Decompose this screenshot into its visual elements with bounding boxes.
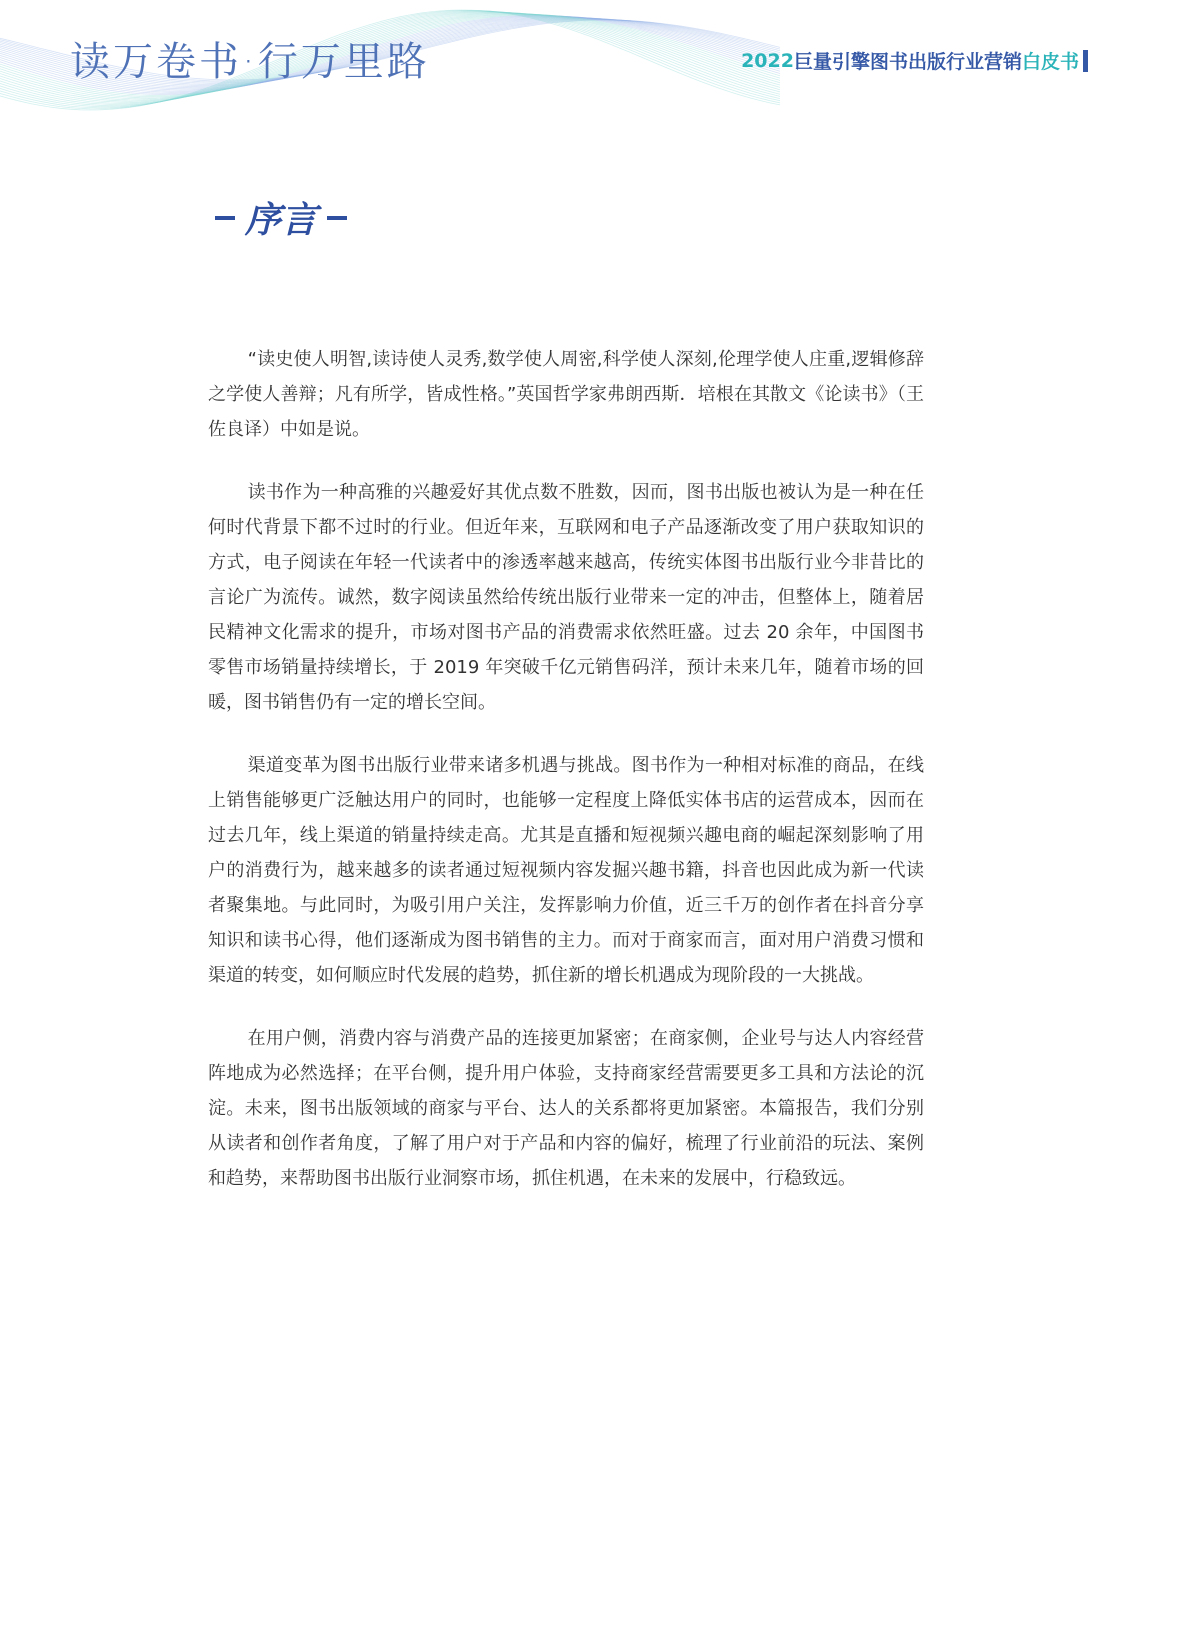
dash-right <box>327 216 347 220</box>
section-heading <box>215 192 347 243</box>
paragraph: 在用户侧，消费内容与消费产品的连接更加紧密；在商家侧，企业号与达人内容经营阵地成为必然选择；在平台侧，提升用户体验，支持商家经营需要更多工具和方法论的沉淀。未来，图书出版领域的商家与平台、达人的关系都将更加紧密。本篇报告，我们分别从读者和创作者角度，了解了用户对于产品和内容的偏好，梳理了行业前沿的玩法、案例和趋势，来帮助图书出版行业洞察市场，抓住机遇，在未来的发展中，行稳致远。 <box>208 1028 924 1189</box>
header-slogan: 读万卷书·行万里路 <box>70 39 430 85</box>
paragraph: 读书作为一种高雅的兴趣爱好其优点数不胜数，因而，图书出版也被认为是一种在任何时代背景下都不过时的行业。但近年来，互联网和电子产品逐渐改变了用户获取知识的方式，电子阅读在年轻一代读者中的渗透率越来越高，传统实体图书出版行业今非昔比的言论广为流传。诚然，数字阅读虽然给传统出版行业带来一定的冲击，但整体上，随着居民精神文化需求的提升，市场对图书产品的消费需求依然旺盛。过去 20 余年，中国图书零售市场销量持续增长，于 2019 年突破千亿元销售码洋，预计未来几年，随着市场的回暖，图书销售仍有一定的增长空间。 <box>208 482 924 713</box>
report-title-year: 2022 <box>741 49 794 72</box>
report-title <box>741 47 1088 74</box>
title-bar-mark <box>1083 50 1088 72</box>
paragraph: 渠道变革为图书出版行业带来诸多机遇与挑战。图书作为一种相对标准的商品，在线上销售能够更广泛触达用户的同时，也能够一定程度上降低实体书店的运营成本，因而在过去几年，线上渠道的销量持续走高。尤其是直播和短视频兴趣电商的崛起深刻影响了用户的消费行为，越来越多的读者通过短视频内容发掘兴趣书籍，抖音也因此成为新一代读者聚集地。与此同时，为吸引用户关注，发挥影响力价值，近三千万的创作者在抖音分享知识和读书心得，他们逐渐成为图书销售的主力。而对于商家而言，面对用户消费习惯和渠道的转变，如何顺应时代发展的趋势，抓住新的增长机遇成为现阶段的一大挑战。 <box>208 755 924 986</box>
paragraph: “读史使人明智,读诗使人灵秀,数学使人周密,科学使人深刻,伦理学使人庄重,逻辑修辞之学使人善辩；凡有所学，皆成性格。”英国哲学家弗朗西斯．培根在其散文《论读书》（王佐良译）中如是说。 <box>208 349 924 440</box>
section-title: 序言 <box>245 200 318 241</box>
dash-left <box>215 216 235 220</box>
report-title-end: 白皮书 <box>1021 51 1079 73</box>
preface-body <box>208 342 924 1224</box>
report-title-main: 巨量引擎图书出版行业营销 <box>793 51 1022 73</box>
